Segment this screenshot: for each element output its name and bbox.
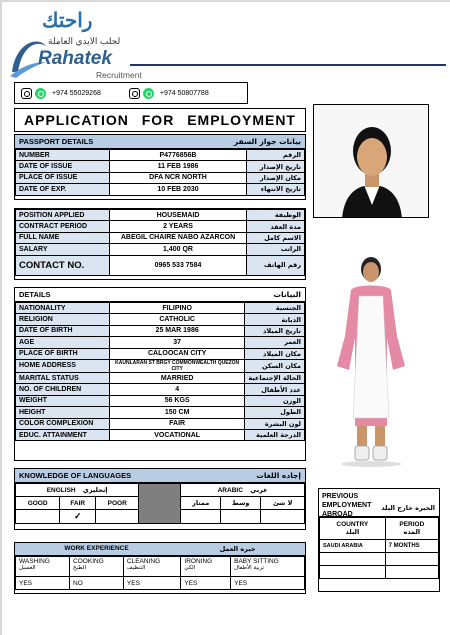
employment-empty-cell [385,566,438,579]
details-label-ar: الديانة [245,314,305,325]
details-label-en: COLOR COMPLEXION [16,418,110,429]
passport-row [16,161,305,172]
work-skill-value: YES [16,577,70,590]
details-label-ar: الدرجة العلمية [245,429,305,440]
details-table [15,302,305,441]
work-experience-table [15,556,305,590]
period-header-en: PERIOD [399,521,425,528]
details-value: 56 KGS [110,395,245,406]
work-skill-en: IRONING [184,558,213,565]
details-value: FILIPINO [110,303,245,314]
work-skill-ar: التنظيف [126,565,146,571]
languages-section [14,468,306,530]
details-row [16,395,305,406]
details-label-ar: مكان السكن [245,359,305,372]
passport-label-en: DATE OF EXP. [16,184,110,195]
details-row [16,384,305,395]
details-header-en: DETAILS [19,290,51,299]
details-value: 37 [110,337,245,348]
details-row [16,372,305,383]
english-level-good: GOOD [16,497,60,510]
passport-header-en: PASSPORT DETAILS [19,137,94,146]
passport-label-ar: تاريخ الإصدار [247,161,305,172]
employment-period-cell: 7 MONTHS [385,540,438,553]
passport-label-en: PLACE OF ISSUE [16,172,110,183]
work-skill-label [16,557,70,577]
position-label-ar: الراتب [247,244,305,255]
details-value: 25 MAR 1986 [110,325,245,336]
arabic-excellent-check[interactable] [181,510,221,524]
position-label-ar: رقم الهاتف [247,255,305,275]
position-row [16,221,305,232]
details-label-en: HEIGHT [16,407,110,418]
languages-section-header [15,469,305,483]
details-label-ar: عدد الأطفال [245,384,305,395]
previous-employment-header [319,489,439,517]
details-value: CALOOCAN CITY [110,348,245,359]
languages-table [15,483,305,524]
position-value: HOUSEMAID [110,210,247,221]
work-skill-en: CLEANING [126,558,161,565]
position-row [16,244,305,255]
english-good-check[interactable] [16,510,60,524]
work-skill-ar: تربية الأطفال [234,565,265,571]
logo-arabic-subtitle: لجلب الايدي العاملة [48,36,121,46]
details-label-en: NATIONALITY [16,303,110,314]
previous-employment-table [319,517,439,579]
employment-empty-cell [385,553,438,566]
passport-header-ar: بيانات جواز السفر [233,137,301,146]
passport-label-ar: تاريخ الانتهاء [247,184,305,195]
details-row [16,348,305,359]
passport-value: 11 FEB 1986 [110,161,247,172]
passport-value: P4776856B [110,150,247,161]
period-header-ar: المده [403,528,421,536]
previous-employment-header-en: PREVIOUS EMPLOYMENT ABROAD [322,493,372,518]
previous-employment-header-ar: الخبره خارج البلد [381,504,435,512]
passport-label-ar: الرقم [247,150,305,161]
details-label-en: HOME ADDRESS [16,359,110,372]
english-label-en: ENGLISH [46,487,76,494]
header-divider [130,64,446,66]
full-body-image [313,226,429,478]
details-row [16,407,305,418]
arabic-level-none: لا شئ [261,497,305,510]
work-skill-ar: الغسيل [19,565,36,571]
details-label-ar: الطول [245,407,305,418]
details-label-en: WEIGHT [16,395,110,406]
details-value: FAIR [110,418,245,429]
arabic-level-excellent: ممتاز [181,497,221,510]
arabic-level-medium: وسط [221,497,261,510]
details-row [16,325,305,336]
work-skill-value: YES [231,577,305,590]
whatsapp-icon [35,88,46,99]
work-skill-label [123,557,180,577]
details-label-ar: تاريخ الميلاد [245,325,305,336]
english-label-ar: إنجليزي [82,486,108,494]
passport-label-en: DATE OF ISSUE [16,161,110,172]
position-label-en: POSITION APPLIED [16,210,110,221]
details-header-ar: البيانات [273,290,301,299]
position-label-en: FULL NAME [16,232,110,243]
work-skill-en: WASHING [19,558,50,565]
english-level-fair: FAIR [60,497,96,510]
arabic-label-en: ARABIC [217,487,243,494]
passport-value: DFA NCR NORTH [110,172,247,183]
details-label-ar: العمر [245,337,305,348]
details-row [16,337,305,348]
work-experience-section [14,542,306,594]
work-experience-header-ar: خبره العمل [219,545,256,553]
arabic-label-cell [181,484,305,497]
details-row [16,359,305,372]
work-experience-header [15,543,305,556]
work-skill-ar: الطبخ [73,565,86,571]
position-value: 0965 533 7584 [110,255,247,275]
details-label-en: RELIGION [16,314,110,325]
details-label-ar: الجنسية [245,303,305,314]
position-section [14,208,306,280]
position-label-en: CONTACT NO. [16,255,110,275]
phone-number-1[interactable]: +974 55029268 [52,89,101,97]
details-value: CATHOLIC [110,314,245,325]
details-label-ar: مكان الميلاد [245,348,305,359]
details-row [16,303,305,314]
english-label-cell [16,484,139,497]
arabic-medium-check[interactable] [221,510,261,524]
details-value: VOCATIONAL [110,429,245,440]
passport-details-section [14,134,306,200]
passport-section-header [15,135,305,149]
details-label-en: EDUC. ATTAINMENT [16,429,110,440]
details-label-ar: الحالة الإجتماعية [245,372,305,383]
details-label-en: MARITAL STATUS [16,372,110,383]
work-skill-en: COOKING [73,558,104,565]
employment-empty-cell [320,566,386,579]
position-label-ar: مدة العقد [247,221,305,232]
passport-row [16,184,305,195]
work-skill-value: YES [181,577,231,590]
details-row [16,314,305,325]
work-skill-label [70,557,124,577]
passport-label-en: NUMBER [16,150,110,161]
position-label-en: SALARY [16,244,110,255]
details-section-header [15,288,305,302]
employment-country-cell: SAUDI ARABIA [320,540,386,553]
country-header [320,518,386,540]
work-skill-label [231,557,305,577]
details-row [16,418,305,429]
details-label-en: PLACE OF BIRTH [16,348,110,359]
period-header [385,518,438,540]
english-level-poor: POOR [96,497,139,510]
details-value: KAUNLARAN ST BRGY COMMONWEALTH QUEZON CITY [110,359,245,372]
details-label-ar: الوزن [245,395,305,406]
details-section [14,287,306,461]
work-skill-ar: الكي [184,565,196,571]
telephone-icon [21,88,32,99]
languages-header-en: KNOWLEDGE OF LANGUAGES [19,471,132,480]
details-value: 4 [110,384,245,395]
position-row [16,232,305,243]
country-header-en: COUNTRY [336,521,369,528]
position-row [16,255,305,275]
position-value: 2 YEARS [110,221,247,232]
form-title: APPLICATION FOR EMPLOYMENT [14,108,306,132]
passport-label-ar: مكان الإصدار [247,172,305,183]
whatsapp-icon [143,88,154,99]
details-label-en: AGE [16,337,110,348]
work-skill-en: BABY SITTING [234,558,279,565]
details-value: 150 CM [110,407,245,418]
arabic-label-ar: عربي [250,486,268,494]
work-skill-value: YES [123,577,180,590]
arabic-none-check[interactable] [261,510,305,524]
english-fair-check[interactable]: ✓ [60,510,96,524]
logo-recruitment-text: Recruitment [96,70,142,80]
details-label-en: DATE OF BIRTH [16,325,110,336]
logo-brand-text: Rahatek [38,48,112,69]
language-divider-cell [139,484,181,524]
details-label-ar: لون البشرة [245,418,305,429]
details-value: MARRIED [110,372,245,383]
telephone-icon [129,88,140,99]
position-label-en: CONTRACT PERIOD [16,221,110,232]
work-skill-label [181,557,231,577]
phone-number-2[interactable]: +974 50807788 [159,89,209,97]
country-header-ar: البلد [345,528,360,536]
passport-row [16,172,305,183]
work-skill-value: NO [70,577,124,590]
position-label-ar: الوظيفة [247,210,305,221]
portrait-image [314,105,429,218]
employment-empty-cell [320,553,386,566]
passport-row [16,150,305,161]
full-body-photo [313,226,429,478]
portrait-photo [313,104,429,218]
passport-table [15,149,305,196]
languages-header-ar: إجاده اللغات [256,471,301,480]
position-label-ar: الاسم كامل [247,232,305,243]
details-label-en: NO. OF CHILDREN [16,384,110,395]
english-poor-check[interactable] [96,510,139,524]
company-logo [8,8,158,80]
logo-arabic-text: راحتك [42,8,93,32]
position-row [16,210,305,221]
position-value: 1,400 QR [110,244,247,255]
work-experience-header-en: WORK EXPERIENCE [64,545,129,552]
details-row [16,429,305,440]
previous-employment-section [318,488,440,592]
phone-bar [14,82,248,104]
position-value: ABEGIL CHAIRE NABO AZARCON [110,232,247,243]
position-table [15,209,305,276]
passport-value: 10 FEB 2030 [110,184,247,195]
